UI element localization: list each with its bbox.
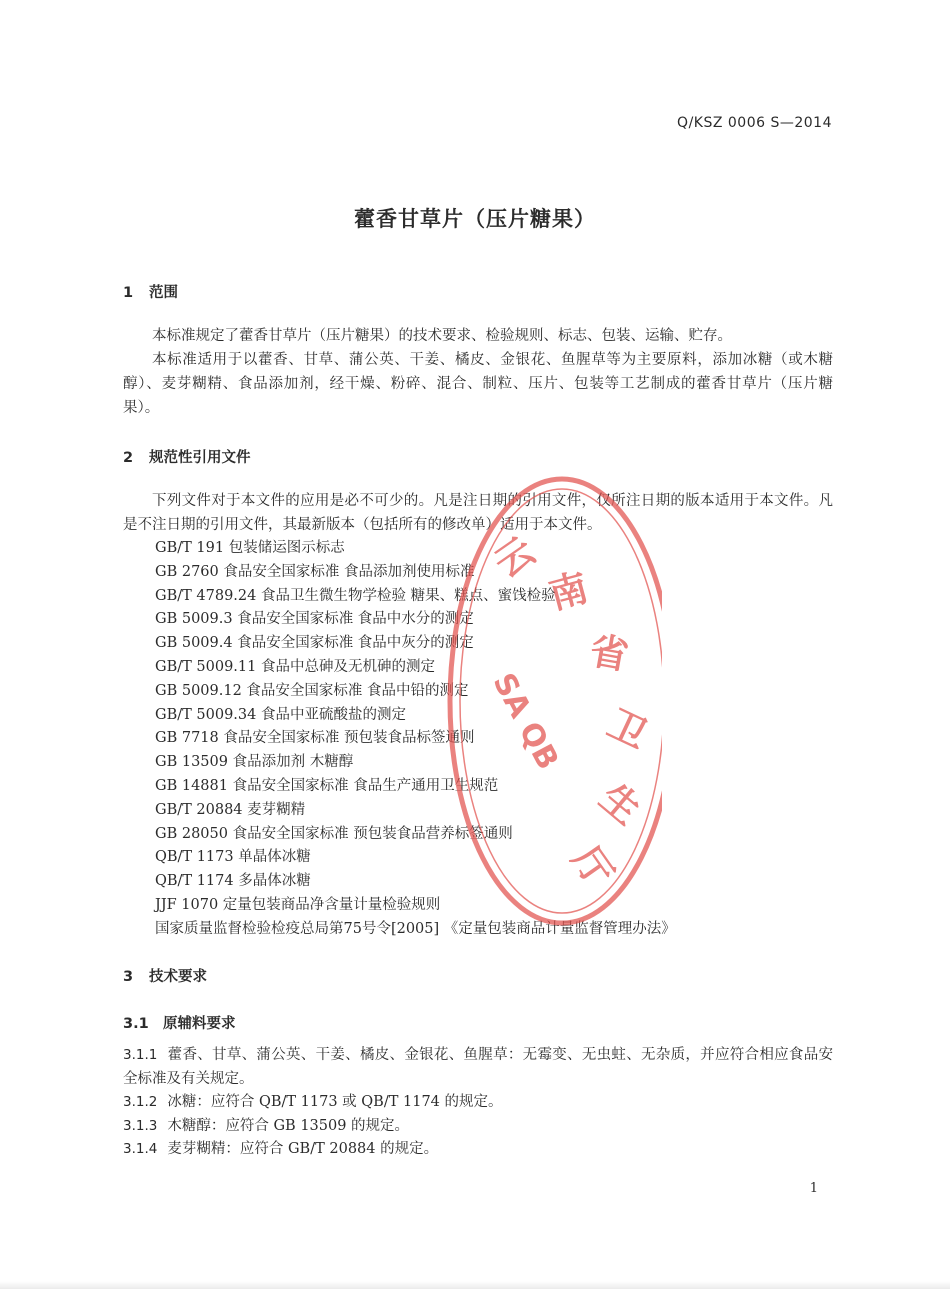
section-number: 1 <box>123 285 134 301</box>
reference-item: GB 5009.4 食品安全国家标准 食品中灰分的测定 <box>155 635 474 652</box>
reference-item: 国家质量监督检验检疫总局第75号令[2005] 《定量包装商品计量监督管理办法》 <box>155 920 676 937</box>
seal-char: 生 <box>591 774 650 834</box>
reference-item: GB 13509 食品添加剂 木糖醇 <box>155 754 354 771</box>
requirement-item <box>123 1091 833 1115</box>
reference-item: GB 5009.3 食品安全国家标准 食品中水分的测定 <box>155 611 474 628</box>
page-number: 1 <box>809 1181 818 1196</box>
clause-text: 麦芽糊精：应符合 GB/T 20884 的规定。 <box>167 1141 439 1157</box>
reference-item: GB/T 4789.24 食品卫生微生物学检验 糖果、糕点、蜜饯检验 <box>155 587 556 604</box>
section-title: 规范性引用文件 <box>149 450 251 466</box>
scope-paragraph-1: 本标准规定了藿香甘草片（压片糖果）的技术要求、检验规则、标志、包装、运输、贮存。 <box>152 328 732 344</box>
seal-char: 云 <box>486 528 543 587</box>
reference-item: GB 14881 食品安全国家标准 食品生产通用卫生规范 <box>155 777 499 794</box>
section-heading-normative-references <box>123 446 251 467</box>
reference-item: GB/T 5009.11 食品中总砷及无机砷的测定 <box>155 658 435 675</box>
document-code: Q/KSZ 0006 S—2014 <box>677 115 832 131</box>
subsection-number: 3.1 <box>123 1016 149 1032</box>
subsection-title: 原辅料要求 <box>163 1016 236 1032</box>
scope-paragraph-2: 本标准适用于以藿香、甘草、蒲公英、干姜、橘皮、金银花、鱼腥草等为主要原料，添加冰糖（或木糖醇）、麦芽糊精、食品添加剂，经干燥、粉碎、混合、制粒、压片、包装等工艺制成的藿香甘草片（压片糖果）。 <box>123 352 833 416</box>
reference-item: QB/T 1173 单晶体冰糖 <box>155 849 311 866</box>
clause-number: 3.1.2 <box>123 1094 158 1110</box>
clause-text: 木糖醇：应符合 GB 13509 的规定。 <box>167 1117 410 1134</box>
clause-number: 3.1.3 <box>123 1117 158 1134</box>
requirement-item <box>123 1044 833 1091</box>
section-number: 3 <box>123 969 134 985</box>
clause-number: 3.1.4 <box>123 1141 158 1157</box>
section-title: 范围 <box>149 285 178 301</box>
document-title: 藿香甘草片（压片糖果） <box>354 207 596 231</box>
seal-char: 卫 <box>600 701 655 758</box>
section-heading-technical-requirements <box>123 965 207 986</box>
reference-item: GB 7718 食品安全国家标准 预包装食品标签通则 <box>155 730 475 747</box>
reference-item: GB/T 5009.34 食品中亚硫酸盐的测定 <box>155 706 406 723</box>
section-heading-scope <box>123 281 178 302</box>
requirement-item <box>123 1138 833 1162</box>
seal-center-text: SA QB <box>485 667 566 776</box>
reference-item: JJF 1070 定量包装商品净含量计量检验规则 <box>155 896 441 913</box>
reference-item: QB/T 1174 多晶体冰糖 <box>155 873 311 890</box>
requirement-item <box>123 1115 833 1139</box>
reference-item: GB 28050 食品安全国家标准 预包装食品营养标签通则 <box>155 825 513 842</box>
seal-char: 省 <box>586 628 632 679</box>
normative-intro: 下列文件对于本文件的应用是必不可少的。凡是注日期的引用文件，仅所注日期的版本适用于本文件。凡是不注日期的引用文件，其最新版本（包括所有的修改单）适用于本文件。 <box>123 493 833 533</box>
reference-item: GB 5009.12 食品安全国家标准 食品中铅的测定 <box>155 682 469 699</box>
clause-text: 冰糖：应符合 QB/T 1173 或 QB/T 1174 的规定。 <box>167 1094 503 1110</box>
clause-text: 藿香、甘草、蒲公英、干姜、橘皮、金银花、鱼腥草：无霉变、无虫蛀、无杂质，并应符合相应食品安全标准及有关规定。 <box>123 1047 833 1087</box>
seal-char: 厅 <box>563 838 622 895</box>
reference-item: GB/T 191 包装储运图示标志 <box>155 540 345 556</box>
section-title: 技术要求 <box>149 969 207 985</box>
reference-item: GB 2760 食品安全国家标准 食品添加剂使用标准 <box>155 563 475 580</box>
raw-material-requirements <box>123 1044 833 1162</box>
reference-item: GB/T 20884 麦芽糊精 <box>155 801 306 818</box>
reference-list <box>155 537 835 942</box>
subsection-heading-raw-materials <box>123 1012 236 1033</box>
clause-number: 3.1.1 <box>123 1047 158 1063</box>
section-number: 2 <box>123 450 134 466</box>
page-edge-shadow <box>0 1281 950 1289</box>
seal-char: 南 <box>544 565 593 618</box>
